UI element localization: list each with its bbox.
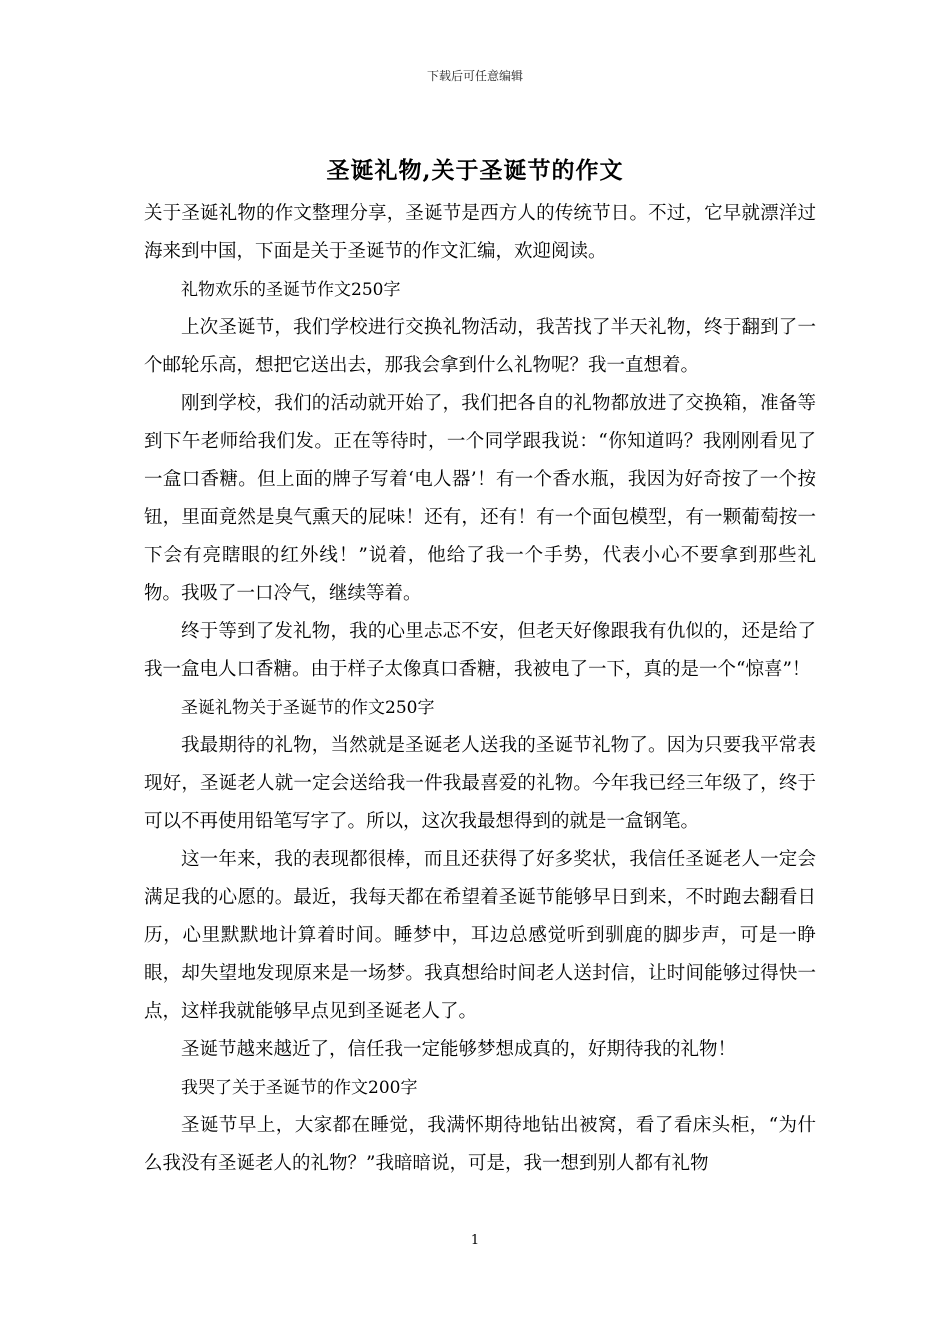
body-paragraph: 这一年来，我的表现都很棒，而且还获得了好多奖状，我信任圣诞老人一定会满足我的心愿的。最近，我每天都在希望着圣诞节能够早日到来，不时跑去翻看日历，心里默默地计算着时间。睡梦中，耳边总感觉听到驯鹿的脚步声，可是一睁眼，却失望地发现原来是一场梦。我真想给时间老人送封信，让时间能够过得快一点，这样我就能够早点见到圣诞老人了。 [144,849,816,1022]
document-title: 圣诞礼物,关于圣诞节的作文 [326,157,624,184]
page-header-note: 下载后可任意编辑 [426,69,523,83]
section-heading: 礼物欢乐的圣诞节作文250字 [181,280,401,300]
body-paragraph: 终于等到了发礼物，我的心里忐忑不安，但老天好像跟我有仇似的，还是给了我一盒电人口香糖。由于样子太像真口香糖，我被电了一下，真的是一个“惊喜”！ [144,621,816,680]
body-paragraph: 我最期待的礼物，当然就是圣诞老人送我的圣诞节礼物了。因为只要我平常表现好，圣诞老人就一定会送给我一件我最喜爱的礼物。今年我已经三年级了，终于可以不再使用铅笔写字了。所以，这次我最想得到的就是一盒钢笔。 [144,735,816,832]
body-paragraph: 刚到学校，我们的活动就开始了，我们把各自的礼物都放进了交换箱，准备等到下午老师给我们发。正在等待时，一个同学跟我说：“你知道吗？我刚刚看见了一盒口香糖。但上面的牌子写着‘电人器’！有一个香水瓶，我因为好奇按了一个按钮，里面竟然是臭气熏天的屁味！还有，还有！有一个面包模型，有一颗葡萄按一下会有亮瞎眼的红外线！”说着，他给了我一个手势，代表小心不要拿到那些礼物。我吸了一口冷气，继续等着。 [144,393,816,604]
body-paragraph: 上次圣诞节，我们学校进行交换礼物活动，我苦找了半天礼物，终于翻到了一个邮轮乐高，想把它送出去，那我会拿到什么礼物呢？我一直想着。 [144,317,816,376]
page-number: 1 [470,1233,480,1248]
section-heading: 我哭了关于圣诞节的作文200字 [181,1078,418,1098]
body-paragraph: 圣诞节越来越近了，信任我一定能够梦想成真的，好期待我的礼物！ [181,1039,737,1060]
document-body [144,195,816,1183]
body-paragraph: 圣诞节早上，大家都在睡觉，我满怀期待地钻出被窝，看了看床头柜，“为什么我没有圣诞老人的礼物？”我暗暗说，可是，我一想到别人都有礼物 [144,1115,816,1174]
section-heading: 圣诞礼物关于圣诞节的作文250字 [181,698,435,718]
intro-paragraph: 关于圣诞礼物的作文整理分享，圣诞节是西方人的传统节日。不过，它早就漂洋过海来到中国，下面是关于圣诞节的作文汇编，欢迎阅读。 [144,203,816,262]
